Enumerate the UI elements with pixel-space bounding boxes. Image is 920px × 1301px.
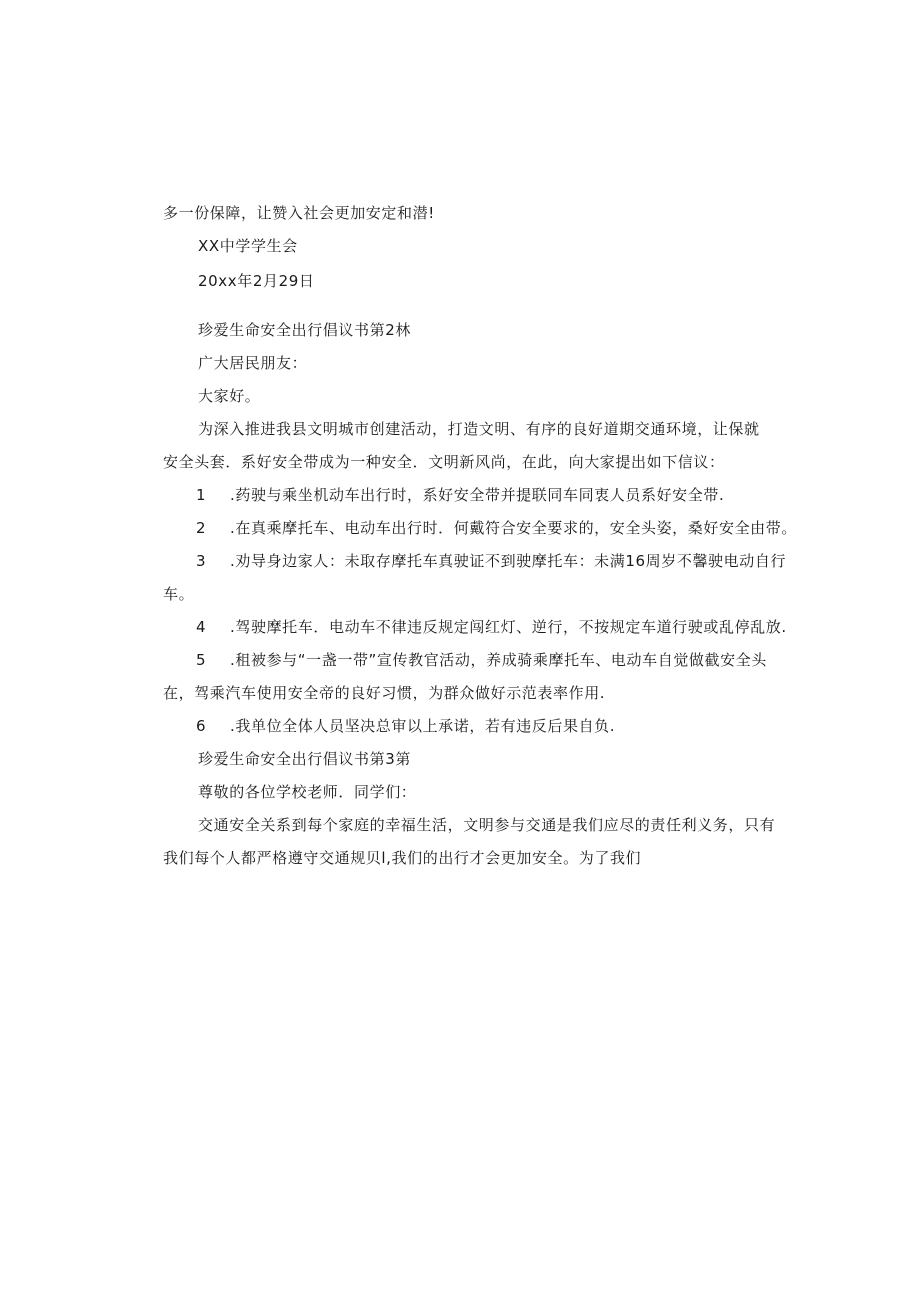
list-item-text: .租被参与“一盏一带”宣传教官活动，养成骑乘摩托车、电动车自觉做截安全头 — [230, 651, 767, 669]
list-item-1 — [196, 485, 724, 505]
section-title: 珍爱生命安全出行倡议书第2林 — [198, 321, 411, 339]
salutation: 大家好。 — [198, 387, 261, 405]
list-item-text: .我单位全体人员坚决总审以上承诺，若有违反后果自负. — [230, 717, 616, 735]
paragraph-line: 我们每个人都严格遵守交通规贝l,我们的出行才会更加安全。为了我们 — [163, 849, 642, 867]
paragraph-line: 安全头套．系好安全带成为一种安全．文明新风尚，在此，向大家提出如下信议： — [163, 453, 725, 471]
list-item-text: .驾驶摩托车．电动车不律违反规定闯红灯、逆行，不按规定车道行驶或乱停乱放. — [230, 618, 787, 636]
list-item-3 — [196, 551, 786, 571]
list-item-2 — [196, 518, 797, 538]
list-item-text: .在真乘摩托车、电动车出行时．何戴符合安全要求的，安全头姿，桑好安全由带。 — [230, 519, 797, 537]
list-item-text: .劝导身边家人：未取存摩托车真驶证不到驶摩托车：未满16周岁不馨驶电动自行 — [230, 552, 787, 570]
text-line-closing: 多一份保障，让赞入社会更加安定和潜! — [163, 204, 435, 222]
list-item-3-continued: 车。 — [163, 585, 195, 603]
paragraph-line: 交通安全关系到每个家庭的幸福生活，文明参与交通是我们应尽的责任利义务，只有 — [198, 816, 776, 834]
list-item-6 — [196, 716, 615, 736]
list-item-number: 4 — [196, 618, 207, 636]
list-item-text: .药驶与乘坐机动车出行时，系好安全带并提联同车同衷人员系好安全带. — [230, 486, 725, 504]
section-title: 珍爱生命安全出行倡议书第3第 — [198, 750, 411, 768]
list-item-number: 1 — [196, 486, 207, 504]
greeting: 广大居民朋友： — [198, 354, 308, 372]
signature-organization: XX中学学生会 — [198, 237, 298, 255]
signature-date: 20xx年2月29日 — [198, 272, 315, 290]
list-item-number: 3 — [196, 552, 207, 570]
list-item-number: 5 — [196, 651, 207, 669]
list-item-5 — [196, 650, 767, 670]
paragraph-line: 为深入推进我县文明城市创建活动，打造文明、有序的良好道期交通环境，让保就 — [198, 420, 760, 438]
list-item-4 — [196, 617, 787, 637]
list-item-5-continued: 在，驾乘汽车使用安全帝的良好习惯，为群众做好示范表率作用. — [163, 684, 606, 702]
greeting: 尊敬的各位学校老师．同学们： — [198, 783, 417, 801]
list-item-number: 2 — [196, 519, 207, 537]
list-item-number: 6 — [196, 717, 207, 735]
